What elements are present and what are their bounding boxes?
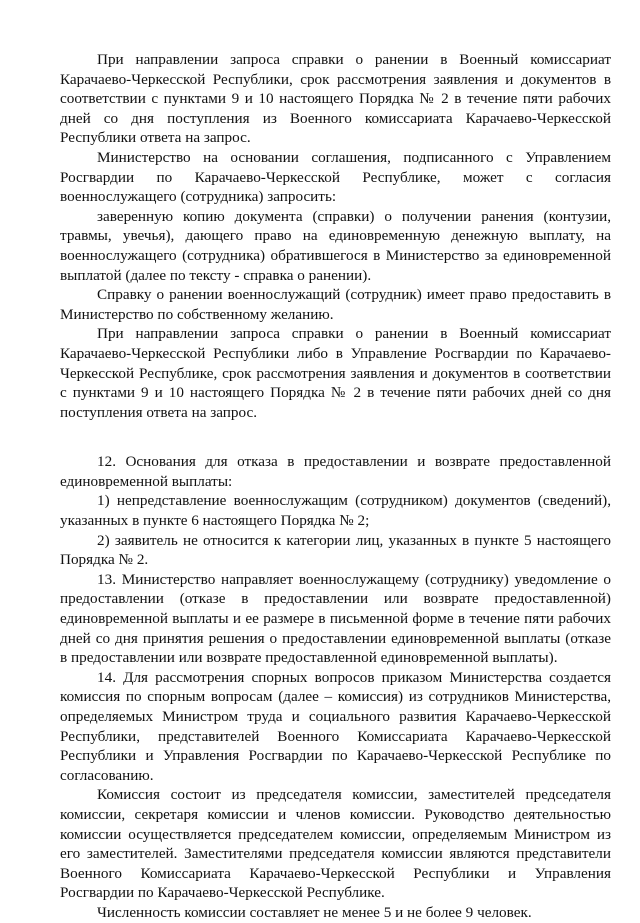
paragraph-request-rosgvardia: При направлении запроса справки о ранении в Военный комиссариат Карачаево-Черкесской Республики либо в Управление Росгвардии по Карачаево-Черкесской Республике, срок рассмотрения заявления и документов в соответствии с пунктами 9 и 10 настоящего Порядка № 2 в течение пяти рабочих дней со дня поступления ответа на запрос. — [60, 325, 611, 421]
paragraph-item-13: 13. Министерство направляет военнослужащему (сотруднику) уведомление о предоставлении (отказе в предоставлении или возврате предоставленной) единовременной выплаты и ее размере в письменной форме в течение пяти рабочих дней со дня принятия решения о предоставлении единовременной выплаты (отказе в предоставлении или возврате предоставленной единовременной выплаты). — [60, 570, 611, 667]
paragraph-ministry-agreement: Министерство на основании соглашения, подписанного с Управлением Росгвардии по Карачаево-Черкесской Республике, может с согласия военнослужащего (сотрудника) запросить: — [60, 148, 611, 206]
paragraph-request-military-commissariat: При направлении запроса справки о ранении в Военный комиссариат Карачаево-Черкесской Республики, срок рассмотрения заявления и документов в соответствии с пунктами 9 и 10 настоящего Порядка № 2 в течение пяти рабочих дней со дня поступления из Военного комиссариата Карачаево-Черкесской Республики ответа на запрос. — [60, 51, 611, 147]
paragraph-item-12-2: 2) заявитель не относится к категории лиц, указанных в пункте 5 настоящего Порядка № 2. — [60, 531, 611, 569]
paragraph-own-initiative: Справку о ранении военнослужащий (сотрудник) имеет право предоставить в Министерство по собственному желанию. — [60, 286, 611, 323]
paragraph-item-14: 14. Для рассмотрения спорных вопросов приказом Министерства создается комиссия по спорным вопросам (далее – комиссия) из сотрудников Министерства, определяемых Министром труда и социального развития Карачаево-Черкесской Республики, представителей Военного Комиссариата Карачаево-Черкесской Республики и Управления Росгвардии по Карачаево-Черкесской Республике по согласованию. — [60, 668, 611, 784]
paragraph-certified-copy: заверенную копию документа (справки) о получении ранения (контузии, травмы, увечья), дающего право на единовременную денежную выплату, на военнослужащего (сотрудника) обратившегося в Министерство за единовременной выплатой (далее по тексту - справка о ранении). — [60, 207, 611, 284]
section-gap — [60, 422, 611, 452]
paragraph-item-12-1: 1) непредставление военнослужащим (сотрудником) документов (сведений), указанных в пункте 6 настоящего Порядка № 2; — [60, 492, 611, 530]
paragraph-commission-size: Численность комиссии составляет не менее 5 и не более 9 человек. — [97, 903, 532, 921]
paragraph-item-12: 12. Основания для отказа в предоставлении и возврате предоставленной единовременной выплаты: — [60, 453, 611, 490]
paragraph-commission-composition: Комиссия состоит из председателя комиссии, заместителей председателя комиссии, секретаря комиссии и членов комиссии. Руководство деятельностью комиссии осуществляется председателем комиссии, определяемым Министром из его заместителей. Заместителями председателя комиссии являются представители Военного Комиссариата Карачаево-Черкесской Республики и Управления Росгвардии по Карачаево-Черкесской Республике. — [60, 786, 611, 902]
document-page — [60, 50, 611, 923]
